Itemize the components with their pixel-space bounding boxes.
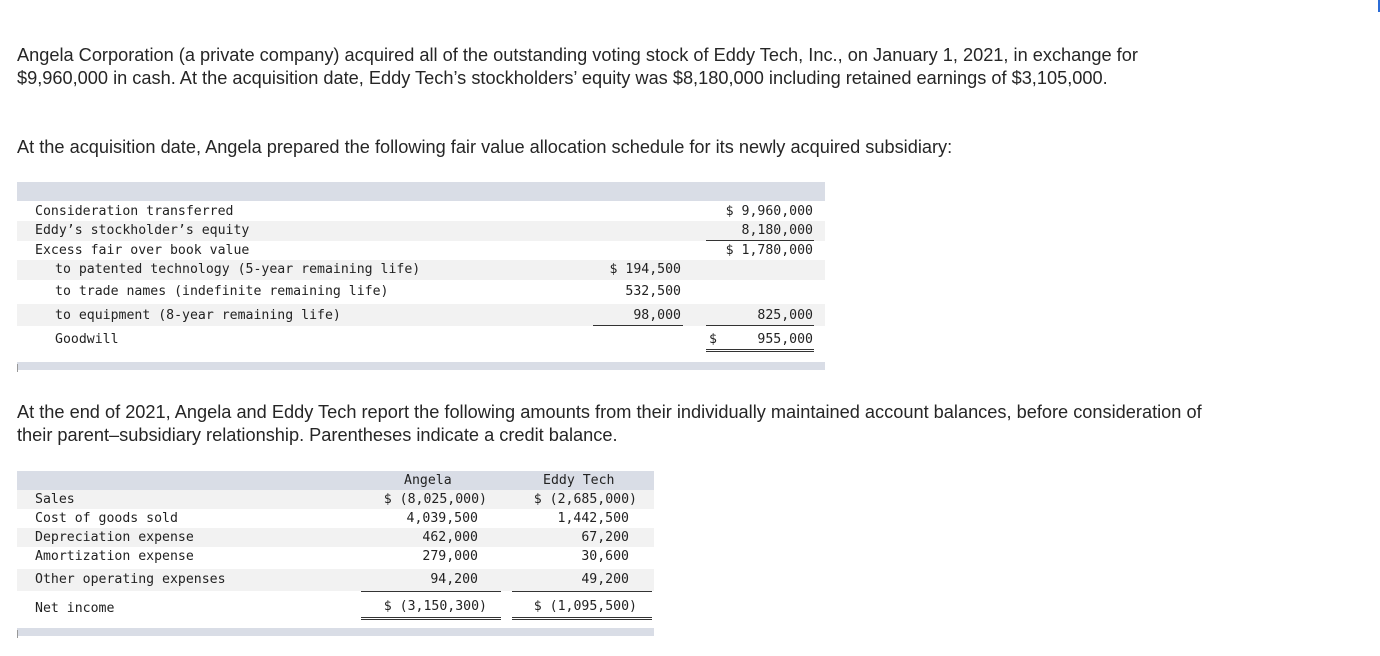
underline: [593, 325, 683, 326]
row-label-amortization: Amortization expense: [35, 549, 194, 564]
eddy-cogs: 1,442,500: [557, 511, 629, 526]
equity-value: 8,180,000: [741, 223, 813, 238]
eddy-amortization: 30,600: [581, 549, 629, 564]
row-label-other-expenses: Other operating expenses: [35, 572, 226, 587]
goodwill-dollar: $: [709, 332, 717, 347]
underline: [361, 591, 501, 592]
consideration-label: Consideration transferred: [35, 204, 234, 219]
table-header-bar: [17, 182, 825, 201]
angela-amortization: 279,000: [422, 549, 478, 564]
double-underline: [512, 617, 652, 620]
column-header-angela: Angela: [404, 473, 452, 488]
angela-sales: $ (8,025,000): [383, 492, 487, 507]
trade-names-value: 532,500: [625, 284, 681, 299]
double-underline: [361, 617, 501, 620]
consideration-value: $ 9,960,000: [725, 204, 813, 219]
row-label-cogs: Cost of goods sold: [35, 511, 178, 526]
equipment-value: 98,000: [633, 308, 681, 323]
table-edge: [17, 630, 18, 638]
trade-names-label: to trade names (indefinite remaining life): [55, 284, 389, 299]
goodwill-label: Goodwill: [55, 332, 119, 347]
angela-other-expenses: 94,200: [430, 572, 478, 587]
eddy-sales: $ (2,685,000): [533, 492, 637, 507]
intro-paragraph-balances: At the end of 2021, Angela and Eddy Tech report the following amounts from their individually maintained account balances, before consideration of their parent–subsidiary relationship. Parentheses indicate a credit balance.: [17, 402, 1202, 445]
underline: [512, 591, 652, 592]
goodwill-value: 955,000: [757, 332, 813, 347]
patent-label: to patented technology (5-year remaining life): [55, 262, 421, 277]
table-footer-bar: [17, 628, 654, 636]
row-label-net-income: Net income: [35, 601, 115, 616]
equipment-label: to equipment (8-year remaining life): [55, 308, 341, 323]
eddy-depreciation: 67,200: [581, 530, 629, 545]
angela-cogs: 4,039,500: [406, 511, 478, 526]
patent-value: $ 194,500: [609, 262, 681, 277]
column-header-eddy: Eddy Tech: [543, 473, 615, 488]
equity-label: Eddy’s stockholder’s equity: [35, 223, 250, 238]
eddy-other-expenses: 49,200: [581, 572, 629, 587]
row-label-depreciation: Depreciation expense: [35, 530, 194, 545]
table-edge: [17, 364, 18, 372]
angela-net-income: $ (3,150,300): [383, 599, 487, 614]
row-label-sales: Sales: [35, 492, 75, 507]
intro-paragraph-acquisition: Angela Corporation (a private company) acquired all of the outstanding voting stock of Eddy Tech, Inc., on January 1, 2021, in exchange for $9,960,000 in cash. At the acquisition date, Eddy Tech’s stockholders’ equity was $8,180,000 including retained earnings of $3,105,000.: [17, 45, 1138, 88]
table-footer-bar: [17, 362, 825, 370]
intro-paragraph-allocation: At the acquisition date, Angela prepared the following fair value allocation schedule for its newly acquired subsidiary:: [17, 137, 953, 157]
allocated-total: 825,000: [757, 308, 813, 323]
underline: [706, 325, 814, 326]
underline: [706, 240, 814, 241]
double-underline: [706, 349, 814, 352]
excess-label: Excess fair over book value: [35, 243, 250, 258]
angela-depreciation: 462,000: [422, 530, 478, 545]
eddy-net-income: $ (1,095,500): [533, 599, 637, 614]
excess-value: $ 1,780,000: [725, 243, 813, 258]
